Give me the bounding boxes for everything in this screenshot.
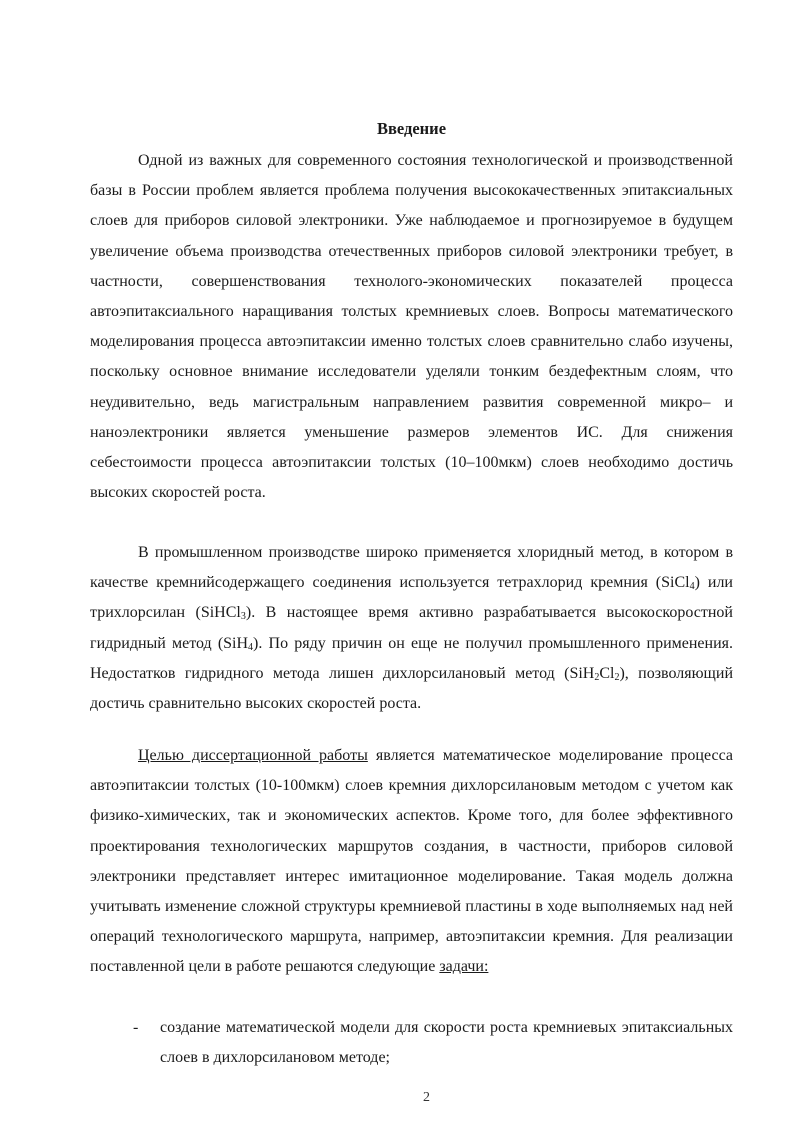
paragraph-1-text: Одной из важных для современного состояния технологической и производственной базы в России проблем является проблема получения высококачественных эпитаксиальных слоев для приборов силовой электроники. Уже наблюдаемое и прогнозируемое в будущем увеличение объема производства отечественных приборов силовой электроники требует, в частности, совершенствования технолого-экономических показателей процесса автоэпитаксиального наращивания толстых кремниевых слоев. Вопросы математического моделирования процесса автоэпитаксии именно толстых слоев сравнительно слабо изучены, поскольку основное внимание исследователи уделяли тонким бездефектным слоям, что неудивительно, ведь магистральным направлением развития современной микро– и наноэлектроники является уменьшение размеров элементов ИС. Для снижения себестоимости процесса автоэпитаксии толстых (10–100мкм) слоев необходимо достичь высоких скоростей роста. [90, 152, 733, 502]
bullet-dash: - [133, 1019, 139, 1036]
paragraph-goal [90, 741, 733, 983]
goal-body: является математическое моделирование процесса автоэпитаксии толстых (10-100мкм) слоев кремния дихлорсилановым методом с учетом как физико-химических, так и экономических аспектов. Кроме того, для более эффективного проектирования технологических маршрутов создания, в частности, приборов силовой электроники представляет интерес имитационное моделирование. Такая модель должна учитывать изменение сложной структуры кремниевой пластины в ходе выполняемых над ней операций технологического маршрута, например, автоэпитаксии кремния. Для реализации поставленной цели в работе решаются следующие [90, 747, 733, 976]
p2-sub-5: 2 [614, 671, 620, 683]
tasks-label: задачи: [439, 958, 489, 976]
p2-sub-3: 4 [248, 641, 254, 653]
page-number: 2 [423, 1090, 430, 1105]
p2-text-4: ). По ряду причин он еще не получил промышленного применения. Недостатков гидридного метода лишен дихлорсилановый метод (SiH [90, 634, 733, 682]
paragraph-2-text [90, 538, 733, 719]
task-list-item [133, 1013, 733, 1073]
p2-text-5: Cl [599, 664, 615, 682]
p2-text-2: ) или трихлорсилан (SiHCl [90, 574, 733, 622]
p2-sub-1: 4 [689, 581, 695, 593]
p2-text-6: ), позволяющий достичь сравнительно высоких скоростей роста. [90, 664, 734, 713]
paragraph-methods [90, 538, 733, 719]
paragraph-intro [90, 146, 733, 508]
paragraph-3-text [90, 741, 733, 983]
section-title: Введение [376, 119, 447, 138]
p2-text-3: ). В настоящее время активно разрабатывается высокоскоростной гидридный метод (SiH [90, 604, 733, 652]
p2-sub-4: 2 [594, 671, 600, 683]
goal-label: Целью диссертационной работы [138, 747, 368, 764]
p2-sub-2: 3 [240, 611, 246, 623]
p2-text-1: В промышленном производстве широко применяется хлоридный метод, в котором в качестве кремнийсодержащего соединения используется тетрахлорид кремния (SiCl [90, 544, 733, 592]
task-text: создание математической модели для скорости роста кремниевых эпитаксиальных слоев в дихлорсилановом методе; [160, 1019, 733, 1067]
